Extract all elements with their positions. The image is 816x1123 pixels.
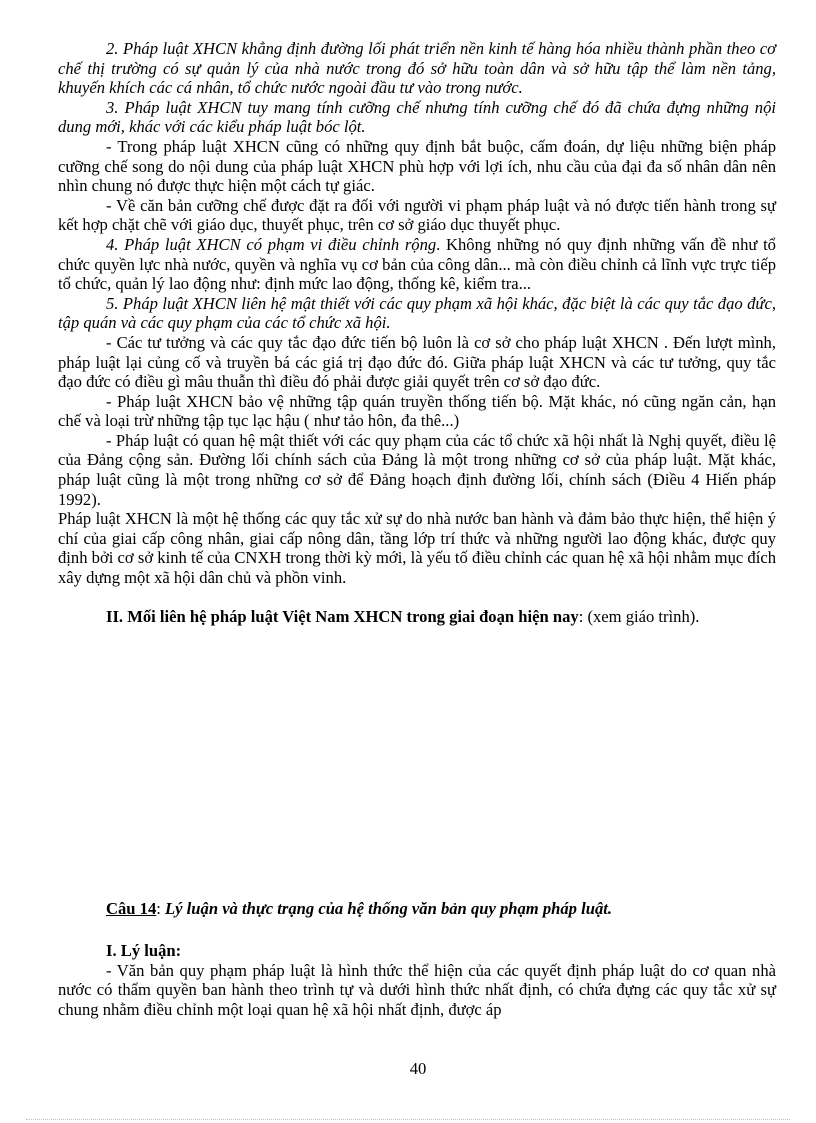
paragraph-principle-2: 2. Pháp luật XHCN khẳng định đường lối phát triển nền kinh tế hàng hóa nhiều thành phần theo cơ chế thị trường có sự quản lý của nhà nước trong đó sở hữu toàn dân và sở hữu tập thể làm nền tảng, khuyến khích các cá nhân, tổ chức nước ngoài đầu tư vào trong nước. bbox=[58, 39, 776, 98]
question-title: Lý luận và thực trạng của hệ thống văn bản quy phạm pháp luật. bbox=[165, 899, 613, 918]
document-body bbox=[58, 39, 776, 626]
paragraph-ethics: - Các tư tưởng và các quy tắc đạo đức tiến bộ luôn là cơ sở cho pháp luật XHCN . Đến lượt mình, pháp luật lại củng cố và truyền bá các giá trị đạo đức đó. Giữa pháp luật XHCN và các tư tưởng, quy tắc đạo đức có điều gì mâu thuẫn thì điều đó phải được giải quyết trên cơ sở đạo đức. bbox=[58, 332, 776, 392]
section-ii-title: II. Mối liên hệ pháp luật Việt Nam XHCN trong giai đoạn hiện nay bbox=[106, 606, 579, 626]
paragraph-principle-3: 3. Pháp luật XHCN tuy mang tính cưỡng chế nhưng tính cưỡng chế đó đã chứa đựng những nội dung mới, khác với các kiểu pháp luật bóc lột. bbox=[58, 97, 776, 137]
section-i-heading: I. Lý luận: bbox=[106, 941, 182, 960]
question-heading bbox=[106, 899, 776, 919]
paragraph-definition: Pháp luật XHCN là một hệ thống các quy tắc xử sự do nhà nước ban hành và đảm bảo thực hiện, thể hiện ý chí của giai cấp công nhân, giai cấp nông dân, tầng lớp trí thức và những người lao động khác, được quy định bởi cơ sở kinh tế của CNXH trong thời kỳ mới, là yếu tố điều chỉnh các quan hệ xã hội nhằm mục đích xây dựng một xã hội dân chủ và phồn vinh. bbox=[58, 509, 776, 588]
question-label: Câu 14 bbox=[106, 899, 157, 918]
page-number: 40 bbox=[409, 1059, 427, 1078]
paragraph-party-norms: - Pháp luật có quan hệ mật thiết với các quy phạm của các tổ chức xã hội nhất là Nghị quyết, điều lệ của Đảng cộng sản. Đường lối chính sách của Đảng là một trong những cơ sở của pháp luật. Mặt khác, pháp luật cũng là một trong những cơ sở để Đảng hoạch định đường lối, chính sách (Điều 4 Hiến pháp 1992). bbox=[58, 430, 776, 509]
section-ii-heading bbox=[58, 607, 776, 627]
principle-4-title: 4. Pháp luật XHCN có phạm vi điều chỉnh rộng bbox=[106, 234, 437, 254]
paragraph-customs: - Pháp luật XHCN bảo vệ những tập quán truyền thống tiến bộ. Mặt khác, nó cũng ngăn cản, hạn chế và loại trừ những tập tục lạc hậu ( như tảo hôn, đa thê...) bbox=[58, 391, 776, 431]
paragraph-principle-5: 5. Pháp luật XHCN liên hệ mật thiết với các quy phạm xã hội khác, đặc biệt là các quy tắc đạo đức, tập quán và các quy phạm của các tổ chức xã hội. bbox=[58, 293, 776, 333]
principle-4-body: . Không những nó quy định những vấn đề như tổ chức quyền lực nhà nước, quyền và nghĩa vụ cơ bản của công dân... mà còn điều chỉnh cả lĩnh vực trực tiếp tổ chức, quản lý lao động như: định mức lao động, thống kê, kiểm tra... bbox=[58, 234, 776, 294]
section-i-block bbox=[58, 941, 776, 1019]
footer-divider bbox=[26, 1119, 790, 1120]
paragraph-coercion-basis: - Về căn bản cưỡng chế được đặt ra đối với người vi phạm pháp luật và nó được tiến hành trong sự kết hợp chặt chẽ với giáo dục, thuyết phục, trên cơ sở giáo dục thuyết phục. bbox=[58, 195, 776, 235]
paragraph-mandatory-rules: - Trong pháp luật XHCN cũng có những quy định bắt buộc, cấm đoán, dự liệu những biện pháp cưỡng chế song do nội dung của pháp luật XHCN phù hợp với lợi ích, nhu cầu của đại đa số nhân dân nên nhìn chung nó được thực hiện một cách tự giác. bbox=[58, 136, 776, 196]
paragraph-principle-4 bbox=[58, 235, 776, 294]
section-ii-note: : (xem giáo trình). bbox=[578, 606, 700, 626]
question-separator: : bbox=[156, 899, 166, 918]
section-i-paragraph: - Văn bản quy phạm pháp luật là hình thức thể hiện của các quyết định pháp luật do cơ quan nhà nước có thẩm quyền ban hành theo trình tự và dưới hình thức nhất định, có chứa đựng các quy tắc xử sự chung nhằm điều chỉnh một loại quan hệ xã hội nhất định, được áp bbox=[58, 960, 776, 1019]
